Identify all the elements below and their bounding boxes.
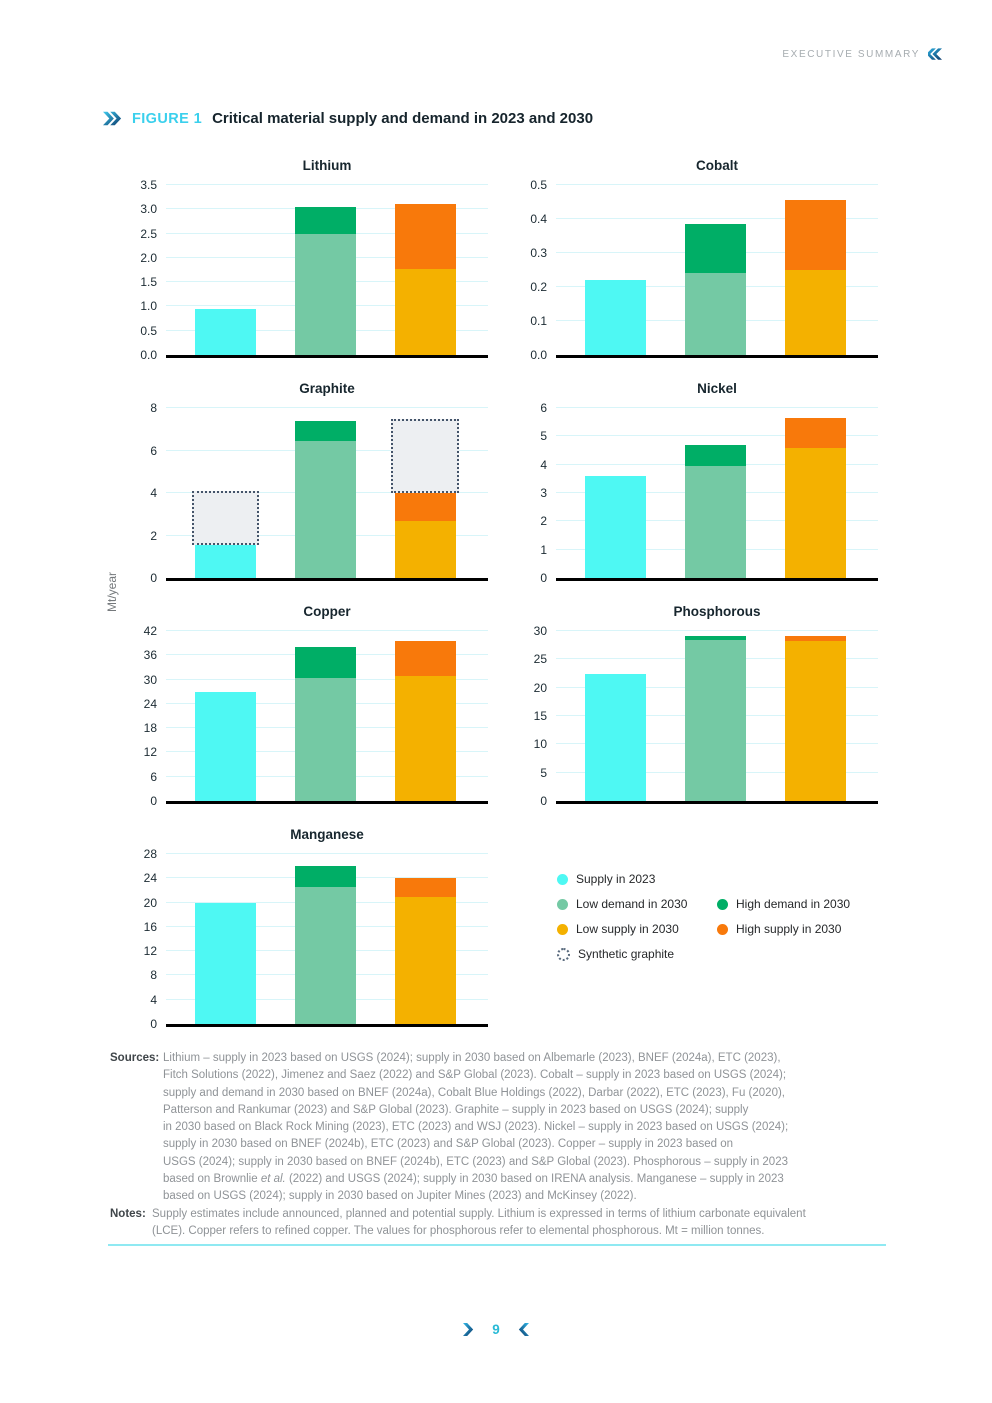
sources-text-part: et al.: [260, 1173, 286, 1186]
y-tick-label: 0.5: [140, 323, 157, 338]
bar-low-supply-2030: [395, 897, 456, 1025]
sources-line: [163, 1171, 788, 1188]
legend-item-low-supply-2030: [557, 922, 717, 936]
section-label: EXECUTIVE SUMMARY: [782, 48, 920, 60]
y-tick-label: 1.5: [140, 275, 157, 290]
y-tick-label: 30: [143, 672, 157, 687]
chart-phosphorous: [500, 599, 890, 822]
plot-area: [110, 401, 500, 585]
bar-high-demand-2030: [295, 647, 356, 677]
y-tick-label: 3: [540, 486, 547, 500]
synthetic-swatch-icon: [557, 948, 570, 961]
bar-high-demand-2030: [295, 421, 356, 441]
plot: [556, 408, 878, 581]
plot: [556, 631, 878, 804]
gridline: [556, 630, 878, 631]
bar-low-demand-2030: [295, 678, 356, 801]
plot-area: [500, 624, 890, 808]
chevron-right-icon: [463, 1323, 475, 1336]
chart-title: Nickel: [697, 381, 737, 396]
y-tick-label: 4: [150, 486, 157, 500]
chart-legend: [500, 822, 890, 1045]
chart-nickel: [500, 376, 890, 599]
sources-line: [163, 1085, 788, 1102]
chart-lithium: [110, 153, 500, 376]
y-tick-label: 2.5: [140, 226, 157, 241]
y-tick-label: 16: [143, 919, 157, 934]
chart-title: Graphite: [299, 381, 355, 396]
y-tick-label: 2.0: [140, 250, 157, 265]
sources-line: [163, 1188, 788, 1205]
y-tick-label: 30: [533, 624, 547, 638]
legend-dot-icon: [557, 874, 568, 885]
legend-label: Synthetic graphite: [578, 947, 675, 961]
legend-dot-icon: [717, 899, 728, 910]
plot-area: [500, 178, 890, 362]
y-tick-label: 0.0: [530, 348, 547, 362]
sources-line: [163, 1154, 788, 1171]
synthetic-graphite-box: [391, 419, 459, 493]
bar-high-demand-2030: [295, 207, 356, 234]
y-tick-label: 24: [143, 871, 157, 886]
chart-graphite: [110, 376, 500, 599]
notes-text: [152, 1206, 806, 1241]
y-tick-label: 0: [150, 1017, 157, 1031]
page-footer: [0, 1322, 992, 1337]
bar-supply-2023: [195, 309, 256, 355]
double-chevron-left-icon: [928, 48, 942, 60]
notes-text-part: (LCE). Copper refers to refined copper. The values for phosphorous refer to elemental phosphorous. Mt = million tonnes.: [152, 1225, 765, 1238]
y-tick-label: 42: [143, 624, 157, 638]
synthetic-graphite-box: [192, 491, 260, 545]
y-tick-label: 0.2: [530, 280, 547, 294]
plot-area: [110, 624, 500, 808]
gridline: [556, 184, 878, 185]
chart-title: Phosphorous: [673, 604, 761, 619]
legend-row: [557, 922, 890, 936]
legend-item-high-supply-2030: [717, 922, 877, 936]
y-tick-label: 20: [143, 895, 157, 910]
legend-label: High demand in 2030: [736, 897, 851, 911]
y-axis: [110, 847, 166, 1031]
legend-row: [557, 872, 890, 886]
sources-line: [163, 1067, 788, 1084]
y-axis: [500, 401, 556, 585]
sources-text-part: Lithium – supply in 2023 based on USGS (2024); supply in 2030 based on Albemarle (2023), BNEF (2024a), ETC (2023),: [163, 1052, 781, 1064]
plot: [166, 854, 488, 1027]
y-tick-label: 0.1: [530, 314, 547, 328]
notes-block: [110, 1206, 910, 1241]
y-tick-label: 0.3: [530, 246, 547, 260]
chart-title: Copper: [303, 604, 351, 619]
y-tick-label: 12: [143, 745, 157, 760]
bar-high-supply-2030: [395, 493, 456, 521]
y-tick-label: 20: [533, 680, 547, 695]
page-number: 9: [492, 1322, 500, 1337]
bar-low-supply-2030: [785, 270, 846, 355]
y-tick-label: 18: [143, 721, 157, 736]
y-tick-label: 36: [143, 648, 157, 663]
sources-text: [163, 1050, 788, 1206]
y-tick-label: 0: [540, 571, 547, 585]
legend-label: High supply in 2030: [736, 922, 842, 936]
charts-grid: [110, 153, 890, 1045]
y-tick-label: 0: [150, 571, 157, 585]
bar-high-demand-2030: [685, 636, 746, 641]
sources-text-part: USGS (2024); supply in 2030 based on BNEF (2024b), ETC (2023) and S&P Global (2023). Phosphorous – supply in 2023: [163, 1155, 788, 1168]
chart-title: Cobalt: [696, 158, 738, 173]
plot: [556, 185, 878, 358]
legend-label: Low supply in 2030: [576, 922, 679, 936]
plot: [166, 185, 488, 358]
y-axis: [110, 401, 166, 585]
y-tick-label: 12: [143, 944, 157, 959]
legend-row: [557, 947, 890, 961]
bar-high-supply-2030: [785, 200, 846, 270]
bar-supply-2023: [585, 280, 646, 355]
figure-number-label: FIGURE 1: [132, 110, 203, 127]
notes-line: [152, 1206, 806, 1223]
y-tick-label: 6: [150, 443, 157, 458]
sources-text-part: supply and demand in 2030 based on BNEF (2024a), Cobalt Blue Holdings (2022), Darbar (2022), ETC (2023), Fu (2020),: [163, 1086, 785, 1099]
y-tick-label: 5: [540, 429, 547, 444]
y-tick-label: 0.4: [530, 212, 547, 226]
notes-label: Notes:: [110, 1208, 146, 1220]
sources-text-part: in 2030 based on Black Rock Mining (2023), ETC (2023) and WSJ (2023). Nickel – supply in 2023 based on USGS (2024);: [163, 1121, 789, 1134]
y-tick-label: 8: [150, 968, 157, 983]
y-tick-label: 4: [150, 992, 157, 1007]
y-tick-label: 0: [540, 794, 547, 808]
sources-line: [163, 1119, 788, 1136]
legend-row: [557, 897, 890, 911]
legend-item-low-demand-2030: [557, 897, 717, 911]
chart-title: Manganese: [290, 827, 364, 842]
bar-low-supply-2030: [395, 676, 456, 801]
bar-low-demand-2030: [295, 234, 356, 355]
notes-line: [152, 1223, 806, 1240]
bar-high-supply-2030: [395, 878, 456, 896]
legend-item-supply-2023: [557, 872, 717, 886]
bar-low-supply-2030: [395, 269, 456, 355]
gridline: [166, 853, 488, 854]
bar-low-demand-2030: [295, 887, 356, 1024]
bar-high-supply-2030: [785, 636, 846, 641]
y-tick-label: 2: [150, 528, 157, 543]
y-tick-label: 0.0: [140, 348, 157, 362]
y-tick-label: 24: [143, 696, 157, 711]
chart-copper: [110, 599, 500, 822]
bar-low-supply-2030: [395, 521, 456, 578]
y-tick-label: 25: [533, 652, 547, 667]
sources-text-part: (2022) and USGS (2024); supply in 2030 based on IRENA analysis. Manganese – supply in 2023: [285, 1173, 784, 1186]
chart-manganese: [110, 822, 500, 1045]
gridline: [556, 407, 878, 408]
chart-cobalt: [500, 153, 890, 376]
bar-high-demand-2030: [685, 224, 746, 273]
bar-high-demand-2030: [685, 445, 746, 466]
bar-high-supply-2030: [395, 641, 456, 675]
y-tick-label: 0: [150, 794, 157, 808]
y-tick-label: 8: [150, 401, 157, 415]
y-tick-label: 0.5: [530, 178, 547, 192]
plot-area: [500, 401, 890, 585]
chevron-left-icon: [517, 1323, 529, 1336]
y-tick-label: 10: [533, 737, 547, 752]
bar-high-supply-2030: [785, 418, 846, 448]
sources-text-part: Fitch Solutions (2022), Jimenez and Saez (2022) and S&P Global (2023). Cobalt – supply in 2023 based on USGS (2024);: [163, 1069, 787, 1082]
sources-text-part: Patterson and Rankumar (2023) and S&P Global (2023). Graphite – supply in 2023 based on USGS (2024); supply: [163, 1103, 749, 1116]
legend-dot-icon: [557, 924, 568, 935]
gridline: [166, 184, 488, 185]
y-tick-label: 3.0: [140, 202, 157, 217]
bar-supply-2023: [585, 476, 646, 578]
gridline: [166, 630, 488, 631]
bar-supply-2023: [195, 692, 256, 801]
y-tick-label: 3.5: [140, 178, 157, 192]
y-tick-label: 6: [150, 769, 157, 784]
figure-title: Critical material supply and demand in 2023 and 2030: [212, 110, 594, 127]
y-axis: [110, 178, 166, 362]
divider-rule: [108, 1244, 886, 1246]
bar-low-demand-2030: [685, 466, 746, 578]
plot-area: [110, 178, 500, 362]
bar-low-supply-2030: [785, 448, 846, 578]
legend-item-high-demand-2030: [717, 897, 877, 911]
y-axis: [110, 624, 166, 808]
bar-supply-2023: [585, 674, 646, 802]
bar-supply-2023: [195, 545, 256, 578]
y-tick-label: 15: [533, 709, 547, 723]
y-axis: [500, 178, 556, 362]
bar-low-demand-2030: [685, 640, 746, 801]
bar-supply-2023: [195, 903, 256, 1024]
legend-label: Low demand in 2030: [576, 897, 688, 911]
y-tick-label: 6: [540, 401, 547, 415]
bar-low-supply-2030: [785, 641, 846, 801]
sources-label: Sources:: [110, 1052, 160, 1064]
legend-item-synthetic-graphite: [557, 947, 717, 961]
notes-text-part: Supply estimates include announced, planned and potential supply. Lithium is expressed in terms of lithium carbonate equivalent: [152, 1208, 806, 1220]
sources-block: [110, 1050, 910, 1206]
gridline: [166, 407, 488, 408]
bar-low-demand-2030: [685, 273, 746, 355]
y-axis-unit-label: Mt/year: [105, 571, 119, 613]
y-tick-label: 28: [143, 847, 157, 861]
bar-high-supply-2030: [395, 204, 456, 268]
running-header: [782, 48, 942, 60]
plot-area: [110, 847, 500, 1031]
bar-high-demand-2030: [295, 866, 356, 887]
sources-text-part: supply in 2030 based on BNEF (2024b), ETC (2023) and S&P Global (2023). Copper – supply in 2023 based on: [163, 1138, 734, 1151]
y-tick-label: 2: [540, 514, 547, 529]
legend-dot-icon: [717, 924, 728, 935]
sources-line: [163, 1102, 788, 1119]
sources-text-part: based on USGS (2024); supply in 2030 based on Jupiter Mines (2023) and McKinsey (2022).: [163, 1190, 637, 1203]
legend-label: Supply in 2023: [576, 872, 656, 886]
y-tick-label: 4: [540, 457, 547, 472]
y-tick-label: 1: [540, 542, 547, 557]
y-axis: [500, 624, 556, 808]
y-tick-label: 1.0: [140, 299, 157, 314]
legend-dot-icon: [557, 899, 568, 910]
plot: [166, 631, 488, 804]
double-chevron-right-icon: [103, 111, 122, 126]
sources-line: [163, 1136, 788, 1153]
sources-line: [163, 1050, 788, 1067]
figure-heading: [103, 110, 593, 127]
sources-text-part: based on Brownlie: [163, 1173, 261, 1186]
chart-title: Lithium: [302, 158, 352, 173]
bar-low-demand-2030: [295, 441, 356, 578]
y-tick-label: 5: [540, 765, 547, 780]
plot: [166, 408, 488, 581]
